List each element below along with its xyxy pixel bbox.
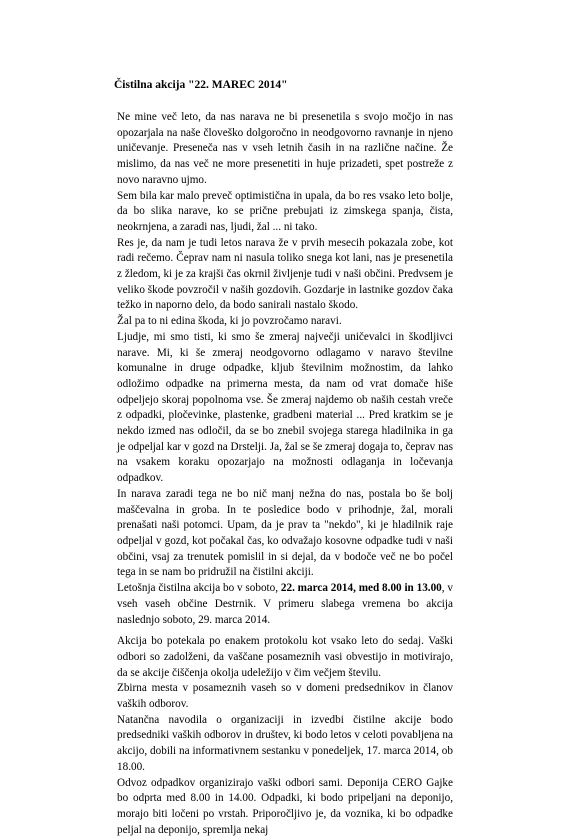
paragraph: Ne mine več leto, da nas narava ne bi presenetila s svojo močjo in nas opozarjala na naše človeško dolgoročno in neodgovorno ravnanje in njeno uničevanje. Preseneča nas v vseh letnih časih in na različne načine. Že mislimo, da nas več ne more presenetiti in huje prizadeti, spet postreže z novo naravno ujmo.: [117, 111, 453, 186]
action-date-time: 22. marca 2014, med 8.00 in 13.00: [280, 582, 442, 595]
document-body: [117, 110, 453, 838]
paragraph: Natančna navodila o organizaciji in izvedbi čistilne akcije bodo predsedniki vaških odborov in društev, ki bodo letos v celoti povabljena na akcijo, dobili na informativnem sestanku v ponedeljek, 17. marca 2014, ob 18.00.: [117, 713, 453, 773]
paragraph: Ljudje, mi smo tisti, ki smo še zmeraj največji uničevalci in škodljivci narave. Mi, ki še zmeraj neodgovorno odlagamo v naravo številne komunalne in druge odpadke, kljub številnim možnostim, da lahko odložimo odpadke na primerna mesta, da nam od vrat domače hiše odpeljejo skoraj popolnoma vse. Še zmeraj najdemo ob naših cestah vreče z odpadki, pločevinke, plastenke, gradbeni material ... Pred kratkim se je nekdo izmed nas odločil, da se bo znebil svojega starega hladilnika in ga je odpeljal kar v gozd na Drstelji. Ja, žal se še zmeraj dogaja to, čeprav nas na vsakem koraku opozarjajo na možnosti odlaganja in ločevanja odpadkov.: [117, 330, 453, 485]
action-outro: , v vseh vaseh občine Destrnik. V primeru slabega vremena bo akcija naslednjo soboto, 29. marca 2014.: [117, 582, 453, 626]
action-announcement: [117, 581, 453, 628]
paragraph: Sem bila kar malo preveč optimistična in upala, da bo res vsako leto bolje, da bo slika narave, ko se prične prebujati iz zimskega spanja, čista, neokrnjena, a zaradi nas, ljudi, žal ... ni tako.: [117, 189, 453, 233]
action-intro: Letošnja čistilna akcija bo v soboto,: [117, 582, 281, 595]
paragraph: Žal pa to ni edina škoda, ki jo povzročamo naravi.: [117, 315, 342, 328]
paragraph: Akcija bo potekala po enakem protokolu kot vsako leto do sedaj. Vaški odbori so zadolženi, da vaščane posameznih vasi obvestijo in motivirajo, da se akcije čiščenja okolja udeležijo v čim večjem številu.: [117, 635, 453, 679]
document-title: Čistilna akcija "22. MAREC 2014": [114, 79, 288, 91]
paragraph: Res je, da nam je tudi letos narava že v prvih mesecih pokazala zobe, kot radi rečemo. Čeprav nam ni nasula toliko snega kot lani, nas je presenetila z žledom, ki je za krajši čas okrnil življenje tudi v naši občini. Predvsem je veliko škode povzročil v naših gozdovih. Gozdarje in lastnike gozdov čaka težko in naporno delo, da bodo sanirali nastalo škodo.: [117, 236, 453, 312]
paragraph: In narava zaradi tega ne bo nič manj nežna do nas, postala bo še bolj maščevalna in groba. In te posledice bodo v prihodnje, žal, morali prenašati naši potomci. Upam, da je prav ta "nekdo", ki je hladilnik raje odpeljal v gozd, kot počakal čas, ko odvažajo kosovne odpadke tudi v naši občini, vsaj za trenutek pomislil in si dejal, da v bodoče več ne bo počel tega in se nam bo pridružil na čistilni akciji.: [117, 487, 453, 579]
paragraph: Zbirna mesta v posameznih vaseh so v domeni predsednikov in članov vaških odborov.: [117, 682, 453, 711]
paragraph: Odvoz odpadkov organizirajo vaški odbori sami. Deponija CERO Gajke bo odprta med 8.00 in 14.00. Odpadki, ki bodo pripeljani na deponijo, morajo biti ločeni po vrstah. Priporočljivo je, da voznika, ki bo odpadke peljal na deponijo, spremlja nekaj: [117, 776, 453, 836]
